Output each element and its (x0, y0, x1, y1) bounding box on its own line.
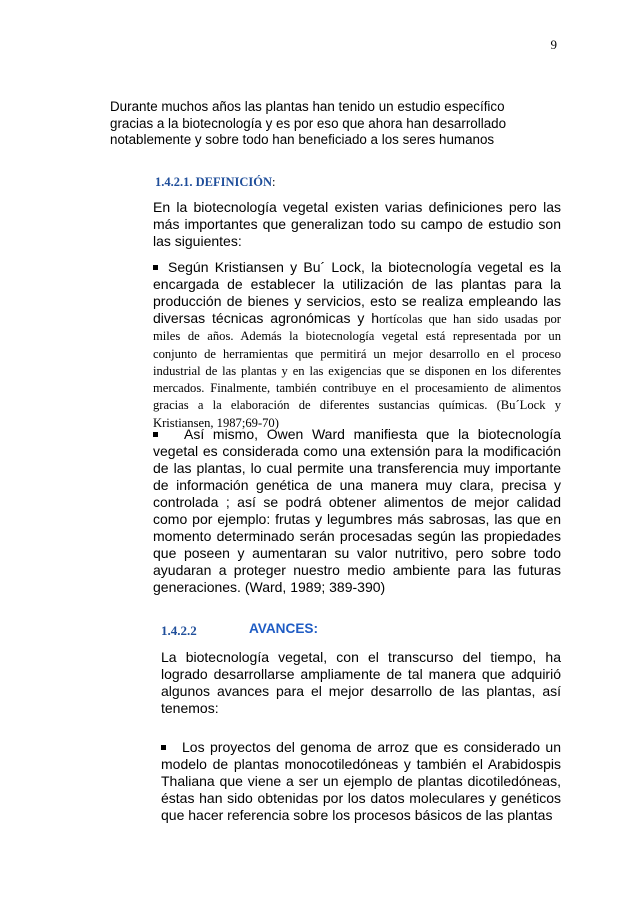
avances-number: 1.4.2.2 (161, 623, 197, 638)
bullet-1-text-sans: Según Kristiansen y Bu´ Lock, la biotecnología vegetal es la encargada de establecer la utilización de las plantas para la producción de bienes y servicios, esto se realiza empleando las diversas técnicas agronómicas y h (153, 259, 561, 326)
section-heading-definicion (155, 175, 276, 190)
avances-title: AVANCES: (249, 621, 318, 636)
square-bullet-icon (161, 745, 166, 750)
avances-paragraph: La biotecnología vegetal, con el transcurso del tiempo, ha logrado desarrollarse ampliamente de tal manera que adquirió algunos avances para el mejor desarrollo de las plantas, así tenemos: (161, 649, 561, 716)
avances-bullet-1 (161, 739, 561, 824)
page-number: 9 (550, 37, 557, 52)
definicion-paragraph: En la biotecnología vegetal existen varias definiciones pero las más importantes que generalizan todo su campo de estudio son las siguientes: (153, 199, 561, 249)
bullet-2-text: Así mismo, Owen Ward manifiesta que la biotecnología vegetal es considerada como una extensión para la modificación de las plantas, lo cual permite una transferencia muy importante de información genética de una manera muy clara, precisa y controlada ; así se podrá obtener alimentos de mejor calidad como por ejemplo: frutas y legumbres más sabrosas, las que en momento determinado serán procesadas según las propiedades que poseen y aumentaran su valor nutritivo, pero sobre todo ayudaran a proteger nuestro medio ambiente para las futuras generaciones. (Ward, 1989; 389-390) (153, 426, 561, 595)
square-bullet-icon (153, 432, 158, 437)
definicion-heading-text: 1.4.2.1. DEFINICIÓN (155, 175, 273, 189)
avances-bullet-1-text: Los proyectos del genoma de arroz que es considerado un modelo de plantas monocotiledóneas y también el Arabidospis Thaliana que viene a ser un ejemplo de plantas dicotiledóneas, éstas han sido obtenidas por los datos moleculares y genéticos que hacer referencia sobre los procesos básicos de las plantas (161, 739, 561, 823)
definicion-bullet-2 (153, 426, 561, 596)
definicion-heading-colon: : (272, 175, 276, 189)
bullet-1-text-serif: ortícolas que han sido usadas por miles de años. Además la biotecnología vegetal está representada por un conjunto de herramientas que permitirá un mejor desarrollo en el proceso industrial de las plantas y en las exigencias que se disponen en los diferentes mercados. Finalmente, también contribuye en el procesamiento de alimentos gracias a la elaboración de diferentes sustancias químicas. (Bu´Lock y Kristiansen, 1987;69-70) (153, 312, 561, 430)
intro-paragraph: Durante muchos años las plantas han tenido un estudio específico gracias a la biotecnología y es por eso que ahora han desarrollado notablemente y sobre todo han beneficiado a los seres humanos (110, 99, 507, 148)
section-heading-avances (161, 621, 318, 640)
square-bullet-icon (153, 265, 158, 270)
definicion-bullet-1 (153, 259, 561, 431)
